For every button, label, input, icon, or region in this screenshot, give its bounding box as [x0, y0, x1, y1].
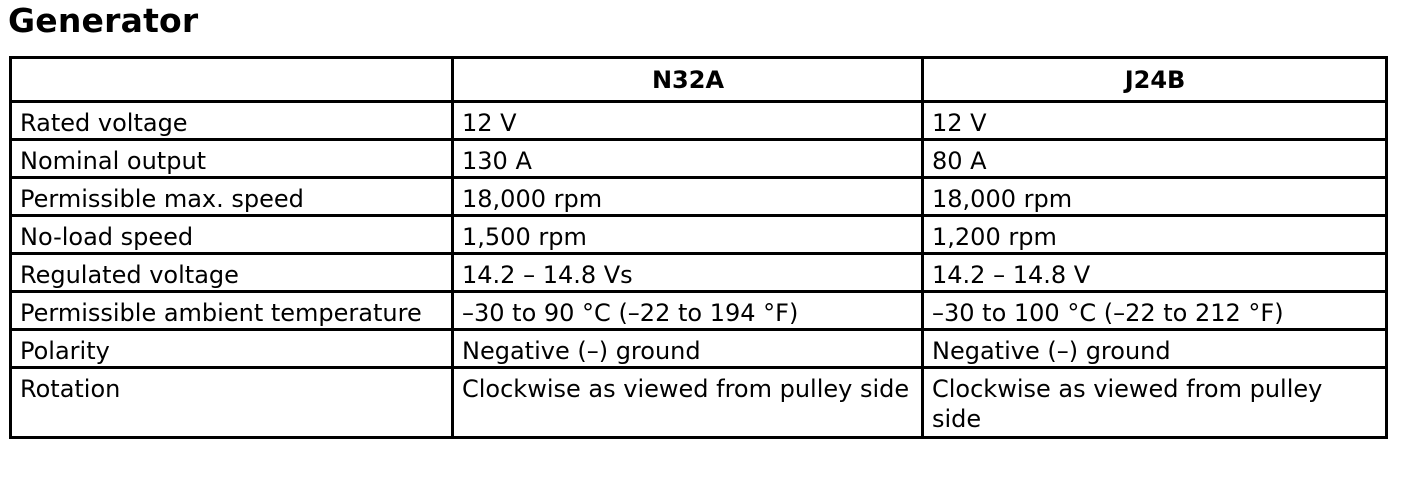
row-label: Regulated voltage: [11, 254, 453, 292]
cell-j24b: 18,000 rpm: [923, 178, 1387, 216]
generator-spec-table: [9, 56, 1388, 439]
row-label: Permissible max. speed: [11, 178, 453, 216]
cell-j24b: 1,200 rpm: [923, 216, 1387, 254]
cell-j24b: 14.2 – 14.8 V: [923, 254, 1387, 292]
row-label: Nominal output: [11, 140, 453, 178]
cell-n32a: 18,000 rpm: [453, 178, 923, 216]
cell-j24b: –30 to 100 °C (–22 to 212 °F): [923, 292, 1387, 330]
table-row: [11, 140, 1387, 178]
cell-j24b: 12 V: [923, 102, 1387, 140]
row-label: Permissible ambient temperature: [11, 292, 453, 330]
cell-n32a: Negative (–) ground: [453, 330, 923, 368]
table-row: [11, 216, 1387, 254]
row-label: Rated voltage: [11, 102, 453, 140]
header-cell-j24b: J24B: [923, 58, 1387, 102]
row-label: Rotation: [11, 368, 453, 438]
page-title: Generator: [8, 1, 199, 40]
row-label: No-load speed: [11, 216, 453, 254]
cell-n32a: 12 V: [453, 102, 923, 140]
cell-j24b: Clockwise as viewed from pulley side: [923, 368, 1387, 438]
table-row: [11, 102, 1387, 140]
header-cell-n32a: N32A: [453, 58, 923, 102]
table-row: [11, 330, 1387, 368]
row-label: Polarity: [11, 330, 453, 368]
header-cell-label: [11, 58, 453, 102]
table-row: [11, 178, 1387, 216]
cell-n32a: Clockwise as viewed from pulley side: [453, 368, 923, 438]
table-header-row: [11, 58, 1387, 102]
cell-n32a: 14.2 – 14.8 Vs: [453, 254, 923, 292]
cell-n32a: 1,500 rpm: [453, 216, 923, 254]
table-row: [11, 292, 1387, 330]
table-row: [11, 254, 1387, 292]
cell-j24b: 80 A: [923, 140, 1387, 178]
cell-n32a: 130 A: [453, 140, 923, 178]
table-row: [11, 368, 1387, 438]
cell-n32a: –30 to 90 °C (–22 to 194 °F): [453, 292, 923, 330]
cell-j24b: Negative (–) ground: [923, 330, 1387, 368]
